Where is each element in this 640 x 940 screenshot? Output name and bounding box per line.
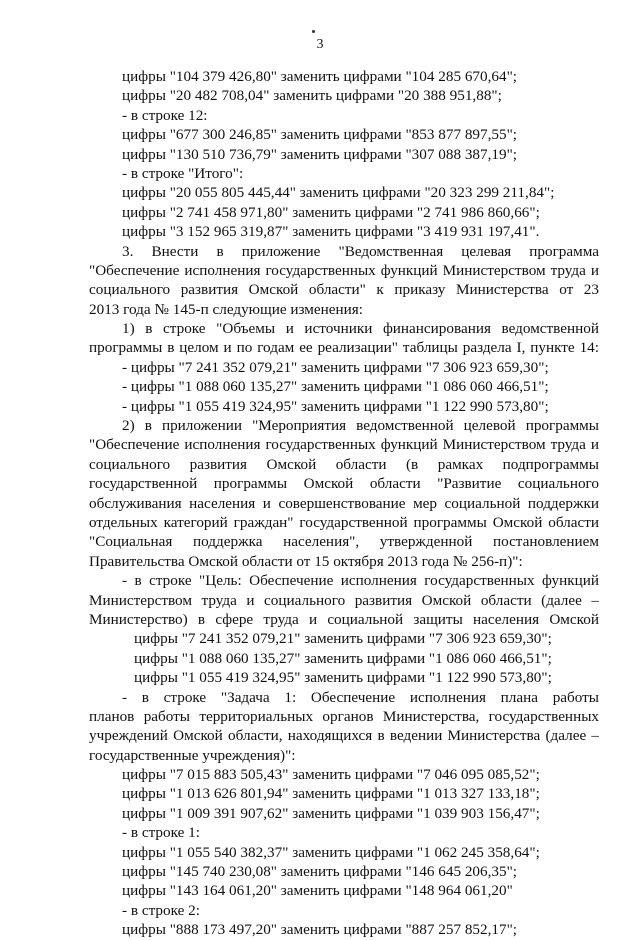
text-line: цифры "104 379 426,80" заменить цифрами "104 285 670,64"; xyxy=(122,68,518,85)
text-line: цифры "677 300 246,85" заменить цифрами "853 877 897,55"; xyxy=(122,126,518,144)
text-line: цифры "888 173 497,20" заменить цифрами "887 257 852,17"; xyxy=(122,921,518,939)
text-line: цифры "1 088 060 135,27" заменить цифрами "1 086 060 466,51"; xyxy=(134,649,552,667)
text-line: социального развития Омской области" к приказу Министерства от 23 xyxy=(89,281,599,299)
text-line: - цифры "1 055 419 324,95" заменить цифрами "1 122 990 573,80"; xyxy=(122,397,549,415)
text-line: Министерство) в сфере труда и социальной защиты населения Омской xyxy=(89,610,599,628)
text-line: - в строке "Итого": xyxy=(122,164,244,182)
text-line: планов работы территориальных органов Министерства, государственных xyxy=(89,707,599,725)
text-line: - в строке 2: xyxy=(122,901,200,919)
text-line: - цифры "7 241 352 079,21" заменить цифрами "7 306 923 659,30"; xyxy=(122,358,549,376)
text-line: цифры "20 482 708,04" заменить цифрами "20 388 951,88"; xyxy=(122,87,502,105)
text-line: цифры "7 241 352 079,21" заменить цифрами "7 306 923 659,30"; xyxy=(134,630,552,648)
text-line: цифры "3 152 965 319,87" заменить цифрами "3 419 931 197,41". xyxy=(122,223,540,241)
text-line: - в строке "Цель: Обеспечение исполнения государственных функций xyxy=(122,572,599,590)
text-line: отдельных категорий граждан" государственной программы Омской области xyxy=(89,513,599,531)
text-line: 3. Внести в приложение "Ведомственная целевая программа xyxy=(122,242,599,260)
text-line: 1) в строке "Объемы и источники финансирования ведомственной xyxy=(122,320,599,338)
document-body xyxy=(89,67,599,940)
text-line: "Обеспечение исполнения государственных функций Министерством труда и xyxy=(89,436,599,454)
text-line: цифры "1 055 540 382,37" заменить цифрами "1 062 245 358,64"; xyxy=(122,843,540,861)
text-line: - в строке 12: xyxy=(122,106,208,124)
text-line: обслуживания населения и совершенствование мер социальной поддержки xyxy=(89,494,599,512)
text-line: учреждений Омской области, находящихся в ведении Министерства (далее – xyxy=(89,727,599,745)
text-line: программы в целом и по годам ее реализации" таблицы раздела I, пункте 14: xyxy=(89,339,599,357)
text-line: цифры "1 055 419 324,95" заменить цифрами "1 122 990 573,80"; xyxy=(134,669,552,687)
text-line: "Обеспечение исполнения государственных функций Министерством труда и xyxy=(89,261,599,279)
text-line: социального развития Омской области (в рамках подпрограммы xyxy=(89,455,599,473)
text-line: цифры "2 741 458 971,80" заменить цифрами "2 741 986 860,66"; xyxy=(122,203,540,221)
text-line: цифры "7 015 883 505,43" заменить цифрами "7 046 095 085,52"; xyxy=(122,766,540,784)
text-line: цифры "145 740 230,08" заменить цифрами "146 645 206,35"; xyxy=(122,863,518,881)
text-line: государственной программы Омской области "Развитие социального xyxy=(89,475,599,493)
text-line: "Социальная поддержка населения", утвержденной постановлением xyxy=(89,533,599,551)
text-line: - в строке "Задача 1: Обеспечение исполнения плана работы xyxy=(122,688,599,706)
text-line: цифры "130 510 736,79" заменить цифрами "307 088 387,19"; xyxy=(122,145,518,163)
text-line: - в строке 1: xyxy=(122,824,200,842)
text-line: цифры "143 164 061,20" заменить цифрами "148 964 061,20" xyxy=(122,882,513,900)
text-line: 2) в приложении "Мероприятия ведомственной целевой программы xyxy=(122,417,599,435)
text-line: Правительства Омской области от 15 октября 2013 года № 256-п)": xyxy=(89,552,523,570)
text-line: государственные учреждения)": xyxy=(89,746,296,764)
text-line: цифры "1 013 626 801,94" заменить цифрами "1 013 327 133,18"; xyxy=(122,785,540,803)
text-line: - цифры "1 088 060 135,27" заменить цифрами "1 086 060 466,51"; xyxy=(122,378,549,396)
page-number: 3 xyxy=(316,37,324,52)
scan-mark xyxy=(312,30,315,33)
text-line: 2013 года № 145-п следующие изменения: xyxy=(89,300,363,318)
text-line: цифры "20 055 805 445,44" заменить цифрами "20 323 299 211,84"; xyxy=(122,184,555,202)
text-line: Министерством труда и социального развития Омской области (далее – xyxy=(89,591,599,609)
text-line: цифры "1 009 391 907,62" заменить цифрами "1 039 903 156,47"; xyxy=(122,804,540,822)
